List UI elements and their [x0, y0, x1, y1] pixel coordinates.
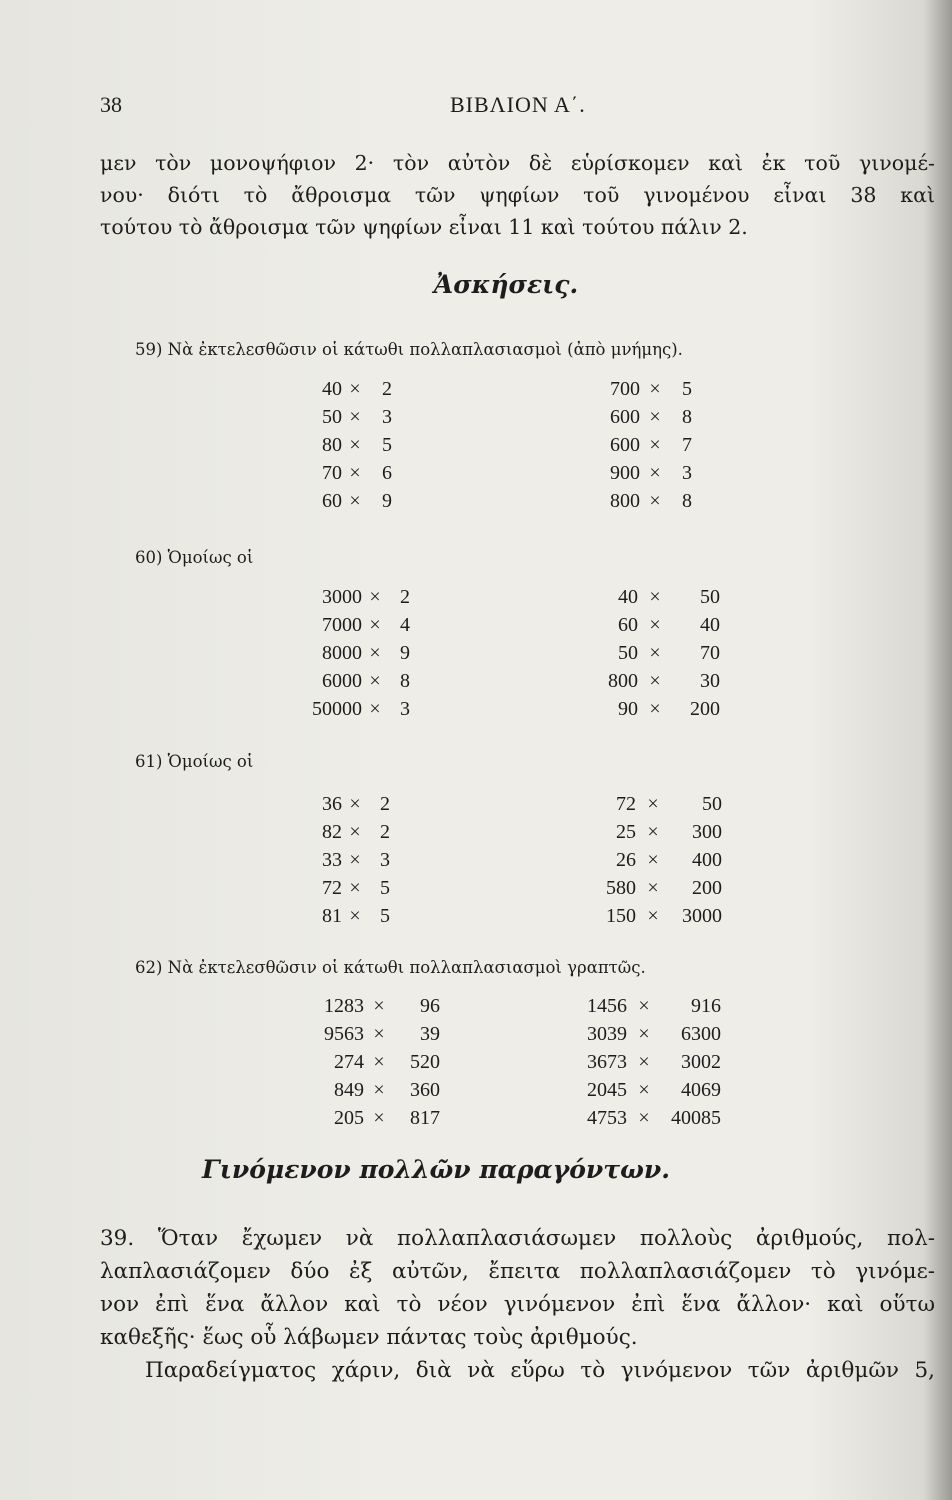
times-sign: ×	[349, 793, 361, 815]
exercise-left-column	[302, 790, 422, 930]
factor-b: 6	[382, 462, 392, 484]
factor-b: 5	[380, 877, 390, 899]
exercise-label: 60) Ὁμοίως οἱ	[135, 548, 254, 567]
times-sign: ×	[373, 1051, 385, 1073]
exercise-right-column	[592, 790, 742, 930]
exercise-left-column	[302, 583, 452, 723]
times-sign: ×	[349, 490, 361, 512]
factor-b: 40085	[671, 1107, 721, 1129]
factor-b: 200	[690, 698, 720, 720]
factor-a: 50	[618, 642, 638, 664]
factor-b: 50	[702, 793, 722, 815]
text-line: λαπλασιάζομεν δύο ἐξ αὐτῶν, ἔπειτα πολλαπλασιάζομεν τὸ γινόμε-	[100, 1259, 935, 1284]
factor-a: 800	[610, 490, 640, 512]
factor-b: 2	[380, 793, 390, 815]
times-sign: ×	[649, 462, 661, 484]
product-row	[592, 874, 742, 902]
factor-a: 50	[322, 406, 342, 428]
times-sign: ×	[649, 586, 661, 608]
product-row	[302, 667, 452, 695]
product-row	[312, 1104, 462, 1132]
factor-a: 80	[322, 434, 342, 456]
times-sign: ×	[349, 378, 361, 400]
factor-b: 5	[380, 905, 390, 927]
factor-b: 2	[382, 378, 392, 400]
exercise-right-column	[600, 375, 740, 515]
product-row	[575, 992, 745, 1020]
factor-a: 33	[322, 849, 342, 871]
times-sign: ×	[369, 586, 381, 608]
times-sign: ×	[647, 877, 659, 899]
times-sign: ×	[649, 490, 661, 512]
product-row	[598, 667, 738, 695]
factor-a: 40	[618, 586, 638, 608]
times-sign: ×	[649, 670, 661, 692]
times-sign: ×	[638, 1107, 650, 1129]
times-sign: ×	[649, 698, 661, 720]
times-sign: ×	[349, 462, 361, 484]
factor-a: 274	[334, 1051, 364, 1073]
times-sign: ×	[638, 1051, 650, 1073]
times-sign: ×	[349, 434, 361, 456]
times-sign: ×	[369, 642, 381, 664]
factor-a: 40	[322, 378, 342, 400]
intro-paragraph	[100, 147, 935, 243]
exercise-label: 61) Ὁμοίως οἱ	[135, 752, 254, 771]
product-row	[575, 1048, 745, 1076]
product-row	[598, 639, 738, 667]
times-sign: ×	[349, 821, 361, 843]
product-row	[302, 611, 452, 639]
factor-b: 520	[410, 1051, 440, 1073]
product-row	[300, 403, 420, 431]
product-row	[300, 431, 420, 459]
product-row	[600, 403, 740, 431]
factor-b: 400	[692, 849, 722, 871]
factor-b: 2	[400, 586, 410, 608]
factor-b: 3002	[681, 1051, 721, 1073]
times-sign: ×	[647, 793, 659, 815]
factor-b: 8	[682, 406, 692, 428]
factor-b: 40	[700, 614, 720, 636]
product-row	[300, 375, 420, 403]
times-sign: ×	[369, 698, 381, 720]
product-row	[312, 1020, 462, 1048]
factor-a: 205	[334, 1107, 364, 1129]
product-row	[600, 431, 740, 459]
product-row	[575, 1104, 745, 1132]
factor-a: 849	[334, 1079, 364, 1101]
exercise-right-column	[598, 583, 738, 723]
exercise-label: 59) Νὰ ἐκτελεσθῶσιν οἱ κάτωθι πολλαπλασιασμοὶ (ἀπὸ μνήμης).	[135, 340, 683, 359]
product-row	[302, 902, 422, 930]
times-sign: ×	[647, 849, 659, 871]
factor-a: 600	[610, 406, 640, 428]
product-row	[302, 874, 422, 902]
times-sign: ×	[638, 1079, 650, 1101]
factor-a: 3039	[587, 1023, 627, 1045]
product-row	[598, 611, 738, 639]
factor-a: 72	[616, 793, 636, 815]
factor-a: 4753	[587, 1107, 627, 1129]
factor-a: 7000	[322, 614, 362, 636]
text-line: νον ἐπὶ ἕνα ἄλλον καὶ τὸ νέον γινόμενον ἐπὶ ἕνα ἄλλον· καὶ οὕτω	[100, 1292, 935, 1317]
factor-b: 817	[410, 1107, 440, 1129]
factor-b: 70	[700, 642, 720, 664]
factor-a: 580	[606, 877, 636, 899]
factor-a: 60	[322, 490, 342, 512]
factor-b: 916	[691, 995, 721, 1017]
exercise-right-column	[575, 992, 745, 1132]
factor-a: 70	[322, 462, 342, 484]
product-row	[312, 992, 462, 1020]
product-row	[302, 639, 452, 667]
product-row	[302, 818, 422, 846]
factor-a: 8000	[322, 642, 362, 664]
factor-b: 6300	[681, 1023, 721, 1045]
running-title: ΒΙΒΛΙΟΝ Α΄.	[450, 92, 586, 117]
exercise-label: 62) Νὰ ἐκτελεσθῶσιν οἱ κάτωθι πολλαπλασιασμοὶ γραπτῶς.	[135, 958, 646, 977]
page-number: 38	[100, 92, 122, 117]
factor-b: 3	[382, 406, 392, 428]
factor-b: 360	[410, 1079, 440, 1101]
product-row	[592, 790, 742, 818]
factor-b: 9	[382, 490, 392, 512]
product-row	[312, 1076, 462, 1104]
times-sign: ×	[638, 995, 650, 1017]
factor-b: 9	[400, 642, 410, 664]
text-line: τούτου τὸ ἄθροισμα τῶν ψηφίων εἶναι 11 καὶ τούτου πάλιν 2.	[100, 215, 748, 239]
product-row	[302, 695, 452, 723]
product-row	[312, 1048, 462, 1076]
factor-a: 25	[616, 821, 636, 843]
factor-a: 1283	[324, 995, 364, 1017]
product-row	[575, 1076, 745, 1104]
factor-b: 4069	[681, 1079, 721, 1101]
factor-b: 300	[692, 821, 722, 843]
product-row	[592, 818, 742, 846]
product-row	[598, 583, 738, 611]
product-row	[302, 790, 422, 818]
product-row	[575, 1020, 745, 1048]
factor-b: 30	[700, 670, 720, 692]
factor-b: 7	[682, 434, 692, 456]
factor-b: 3000	[682, 905, 722, 927]
times-sign: ×	[647, 821, 659, 843]
factor-b: 4	[400, 614, 410, 636]
factor-b: 3	[380, 849, 390, 871]
times-sign: ×	[369, 670, 381, 692]
times-sign: ×	[647, 905, 659, 927]
times-sign: ×	[649, 434, 661, 456]
exercise-left-column	[312, 992, 462, 1132]
product-row	[302, 583, 452, 611]
times-sign: ×	[349, 877, 361, 899]
factor-a: 3000	[322, 586, 362, 608]
times-sign: ×	[369, 614, 381, 636]
text-line: καθεξῆς· ἕως οὗ λάβωμεν πάντας τοὺς ἀριθμούς.	[100, 1325, 638, 1350]
text-line: μεν τὸν μονοψήφιον 2· τὸν αὐτὸν δὲ εὑρίσκομεν καὶ ἐκ τοῦ γινομέ-	[100, 151, 935, 175]
factor-b: 5	[682, 378, 692, 400]
product-row	[300, 459, 420, 487]
factor-a: 1456	[587, 995, 627, 1017]
product-row	[600, 487, 740, 515]
product-row	[300, 487, 420, 515]
factor-a: 2045	[587, 1079, 627, 1101]
exercises-heading: Ἀσκήσεις.	[433, 270, 579, 299]
times-sign: ×	[349, 849, 361, 871]
times-sign: ×	[649, 406, 661, 428]
factor-a: 150	[606, 905, 636, 927]
factor-b: 5	[382, 434, 392, 456]
product-row	[600, 375, 740, 403]
factor-b: 8	[400, 670, 410, 692]
factor-a: 60	[618, 614, 638, 636]
factor-a: 800	[608, 670, 638, 692]
factor-b: 8	[682, 490, 692, 512]
factor-a: 36	[322, 793, 342, 815]
times-sign: ×	[373, 1023, 385, 1045]
factor-b: 2	[380, 821, 390, 843]
product-row	[600, 459, 740, 487]
times-sign: ×	[373, 1079, 385, 1101]
factor-a: 90	[618, 698, 638, 720]
times-sign: ×	[649, 378, 661, 400]
product-row	[592, 902, 742, 930]
times-sign: ×	[649, 614, 661, 636]
times-sign: ×	[349, 406, 361, 428]
product-row	[598, 695, 738, 723]
page-header	[100, 92, 840, 122]
factor-a: 3673	[587, 1051, 627, 1073]
factor-b: 39	[420, 1023, 440, 1045]
times-sign: ×	[373, 1107, 385, 1129]
factor-b: 200	[692, 877, 722, 899]
factor-b: 3	[682, 462, 692, 484]
exercise-left-column	[300, 375, 420, 515]
section-paragraph	[100, 1222, 935, 1387]
factor-a: 6000	[322, 670, 362, 692]
times-sign: ×	[638, 1023, 650, 1045]
product-row	[592, 846, 742, 874]
factor-b: 50	[700, 586, 720, 608]
factor-a: 72	[322, 877, 342, 899]
text-line: νου· διότι τὸ ἄθροισμα τῶν ψηφίων τοῦ γινομένου εἶναι 38 καὶ	[100, 183, 935, 207]
factor-a: 700	[610, 378, 640, 400]
factor-b: 96	[420, 995, 440, 1017]
factor-a: 9563	[324, 1023, 364, 1045]
text-line: 39. Ὅταν ἔχωμεν νὰ πολλαπλασιάσωμεν πολλοὺς ἀριθμούς, πολ-	[100, 1226, 935, 1251]
factor-a: 81	[322, 905, 342, 927]
times-sign: ×	[649, 642, 661, 664]
factor-a: 600	[610, 434, 640, 456]
product-row	[302, 846, 422, 874]
factor-a: 82	[322, 821, 342, 843]
factor-a: 50000	[312, 698, 362, 720]
section-heading: Γινόμενον πολλῶν παραγόντων.	[202, 1155, 670, 1184]
factor-b: 3	[400, 698, 410, 720]
times-sign: ×	[349, 905, 361, 927]
factor-a: 26	[616, 849, 636, 871]
factor-a: 900	[610, 462, 640, 484]
text-line: Παραδείγματος χάριν, διὰ νὰ εὕρω τὸ γινόμενον τῶν ἀριθμῶν 5,	[145, 1358, 935, 1383]
times-sign: ×	[373, 995, 385, 1017]
